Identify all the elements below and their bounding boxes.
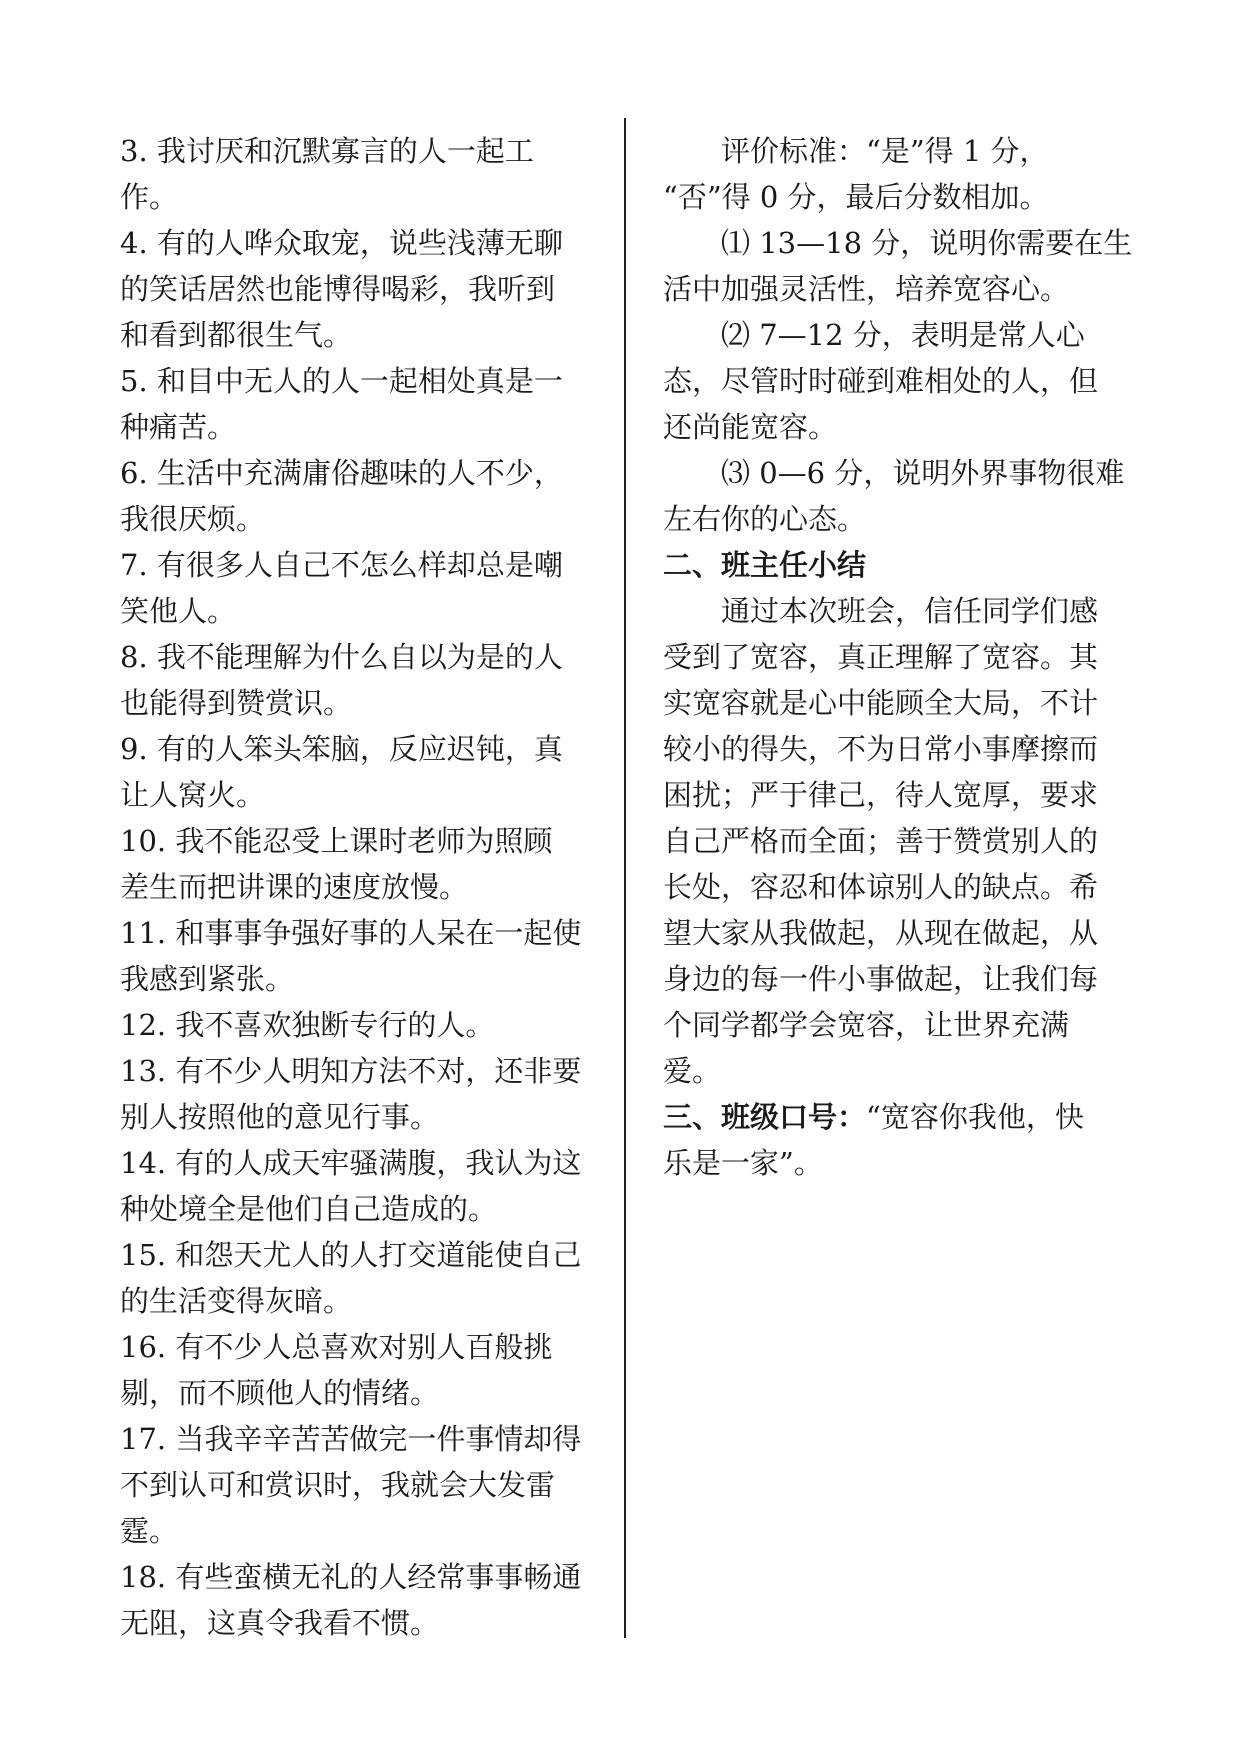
text-line: 15. 和怨天尤人的人打交道能使自己 [120,1238,582,1272]
text-line: ⑶ 0—6 分，说明外界事物很难 [721,456,1125,490]
text-line: 个同学都学会宽容，让世界充满 [663,1008,1070,1042]
text-line: 我感到紧张。 [120,962,295,996]
text-line: 17. 当我辛辛苦苦做完一件事情却得 [120,1422,582,1456]
text-line: 笑他人。 [120,594,237,628]
text-line: “否”得 0 分，最后分数相加。 [663,180,1049,214]
text-line: 较小的得失，不为日常小事摩擦而 [663,732,1099,766]
text-line: 受到了宽容，真正理解了宽容。其 [663,640,1099,674]
text-line: 18. 有些蛮横无礼的人经常事事畅通 [120,1560,582,1594]
text-line: 自己严格而全面；善于赞赏别人的 [663,824,1099,858]
text-line: 5. 和目中无人的人一起相处真是一 [120,364,563,398]
text-line: 还尚能宽容。 [663,410,838,444]
text-line: 也能得到赞赏识。 [120,686,353,720]
text-line: 和看到都很生气。 [120,318,353,352]
evaluation-criteria [663,128,1133,220]
text-line: 剔，而不顾他人的情绪。 [120,1376,440,1410]
text-line: 霆。 [120,1514,179,1548]
text-line: 的笑话居然也能博得喝彩，我听到 [120,272,556,306]
text-line: 种痛苦。 [120,410,237,444]
text-line: ⑵ 7—12 分，表明是常人心 [721,318,1085,352]
text-line: 乐是一家”。 [663,1146,823,1180]
text-line: 种处境全是他们自己造成的。 [120,1192,498,1226]
text-line: 困扰；严于律己，待人宽厚，要求 [663,778,1099,812]
slogan-text: “宽容你我他，快 [866,1100,1084,1134]
text-line: 的生活变得灰暗。 [120,1284,353,1318]
text-line: 6. 生活中充满庸俗趣味的人不少， [120,456,563,490]
text-line: 爱。 [663,1054,722,1088]
text-line: 作。 [120,180,179,214]
class-slogan-line [663,1094,1133,1140]
score-range-3 [663,450,1133,542]
text-line: 长处，容忍和体谅别人的缺点。希 [663,870,1099,904]
text-line: 身边的每一件小事做起，让我们每 [663,962,1099,996]
text-line: 让人窝火。 [120,778,266,812]
text-line: 态，尽管时时碰到难相处的人，但 [663,364,1099,398]
text-line: 8. 我不能理解为什么自以为是的人 [120,640,563,674]
text-line: 13. 有不少人明知方法不对，还非要 [120,1054,582,1088]
text-line: 望大家从我做起，从现在做起，从 [663,916,1099,950]
text-line: 3. 我讨厌和沉默寡言的人一起工 [120,134,534,168]
section-heading-summary: 二、班主任小结 [663,548,867,582]
score-range-2 [663,312,1133,450]
text-line: 7. 有很多人自己不怎么样却总是嘲 [120,548,563,582]
text-line: 9. 有的人笨头笨脑，反应迟钝，真 [120,732,563,766]
text-line: 10. 我不能忍受上课时老师为照顾 [120,824,553,858]
text-line: 活中加强灵活性，培养宽容心。 [663,272,1070,306]
text-line: 不到认可和赏识时，我就会大发雷 [120,1468,556,1502]
text-line: 11. 和事事争强好事的人呆在一起使 [120,916,582,950]
text-line: 实宽容就是心中能顾全大局，不计 [663,686,1099,720]
text-line: 14. 有的人成天牢骚满腹，我认为这 [120,1146,582,1180]
text-line: 别人按照他的意见行事。 [120,1100,440,1134]
text-line: 评价标准：“是”得 1 分， [721,134,1049,168]
column-divider [624,118,626,1638]
text-line: 12. 我不喜欢独断专行的人。 [120,1008,495,1042]
text-line: 16. 有不少人总喜欢对别人百般挑 [120,1330,553,1364]
left-column [120,128,590,1646]
text-line: 无阻，这真令我看不惯。 [120,1606,440,1640]
text-line: 左右你的心态。 [663,502,867,536]
text-line: ⑴ 13—18 分，说明你需要在生 [721,226,1133,260]
text-line: 差生而把讲课的速度放慢。 [120,870,469,904]
text-line: 我很厌烦。 [120,502,266,536]
text-line: 通过本次班会，信任同学们感 [721,594,1099,628]
score-range-1 [663,220,1133,312]
right-column [663,128,1133,1186]
teacher-summary [663,588,1133,1094]
text-line: 4. 有的人哗众取宠，说些浅薄无聊 [120,226,563,260]
section-heading-slogan: 三、班级口号： [663,1100,867,1134]
